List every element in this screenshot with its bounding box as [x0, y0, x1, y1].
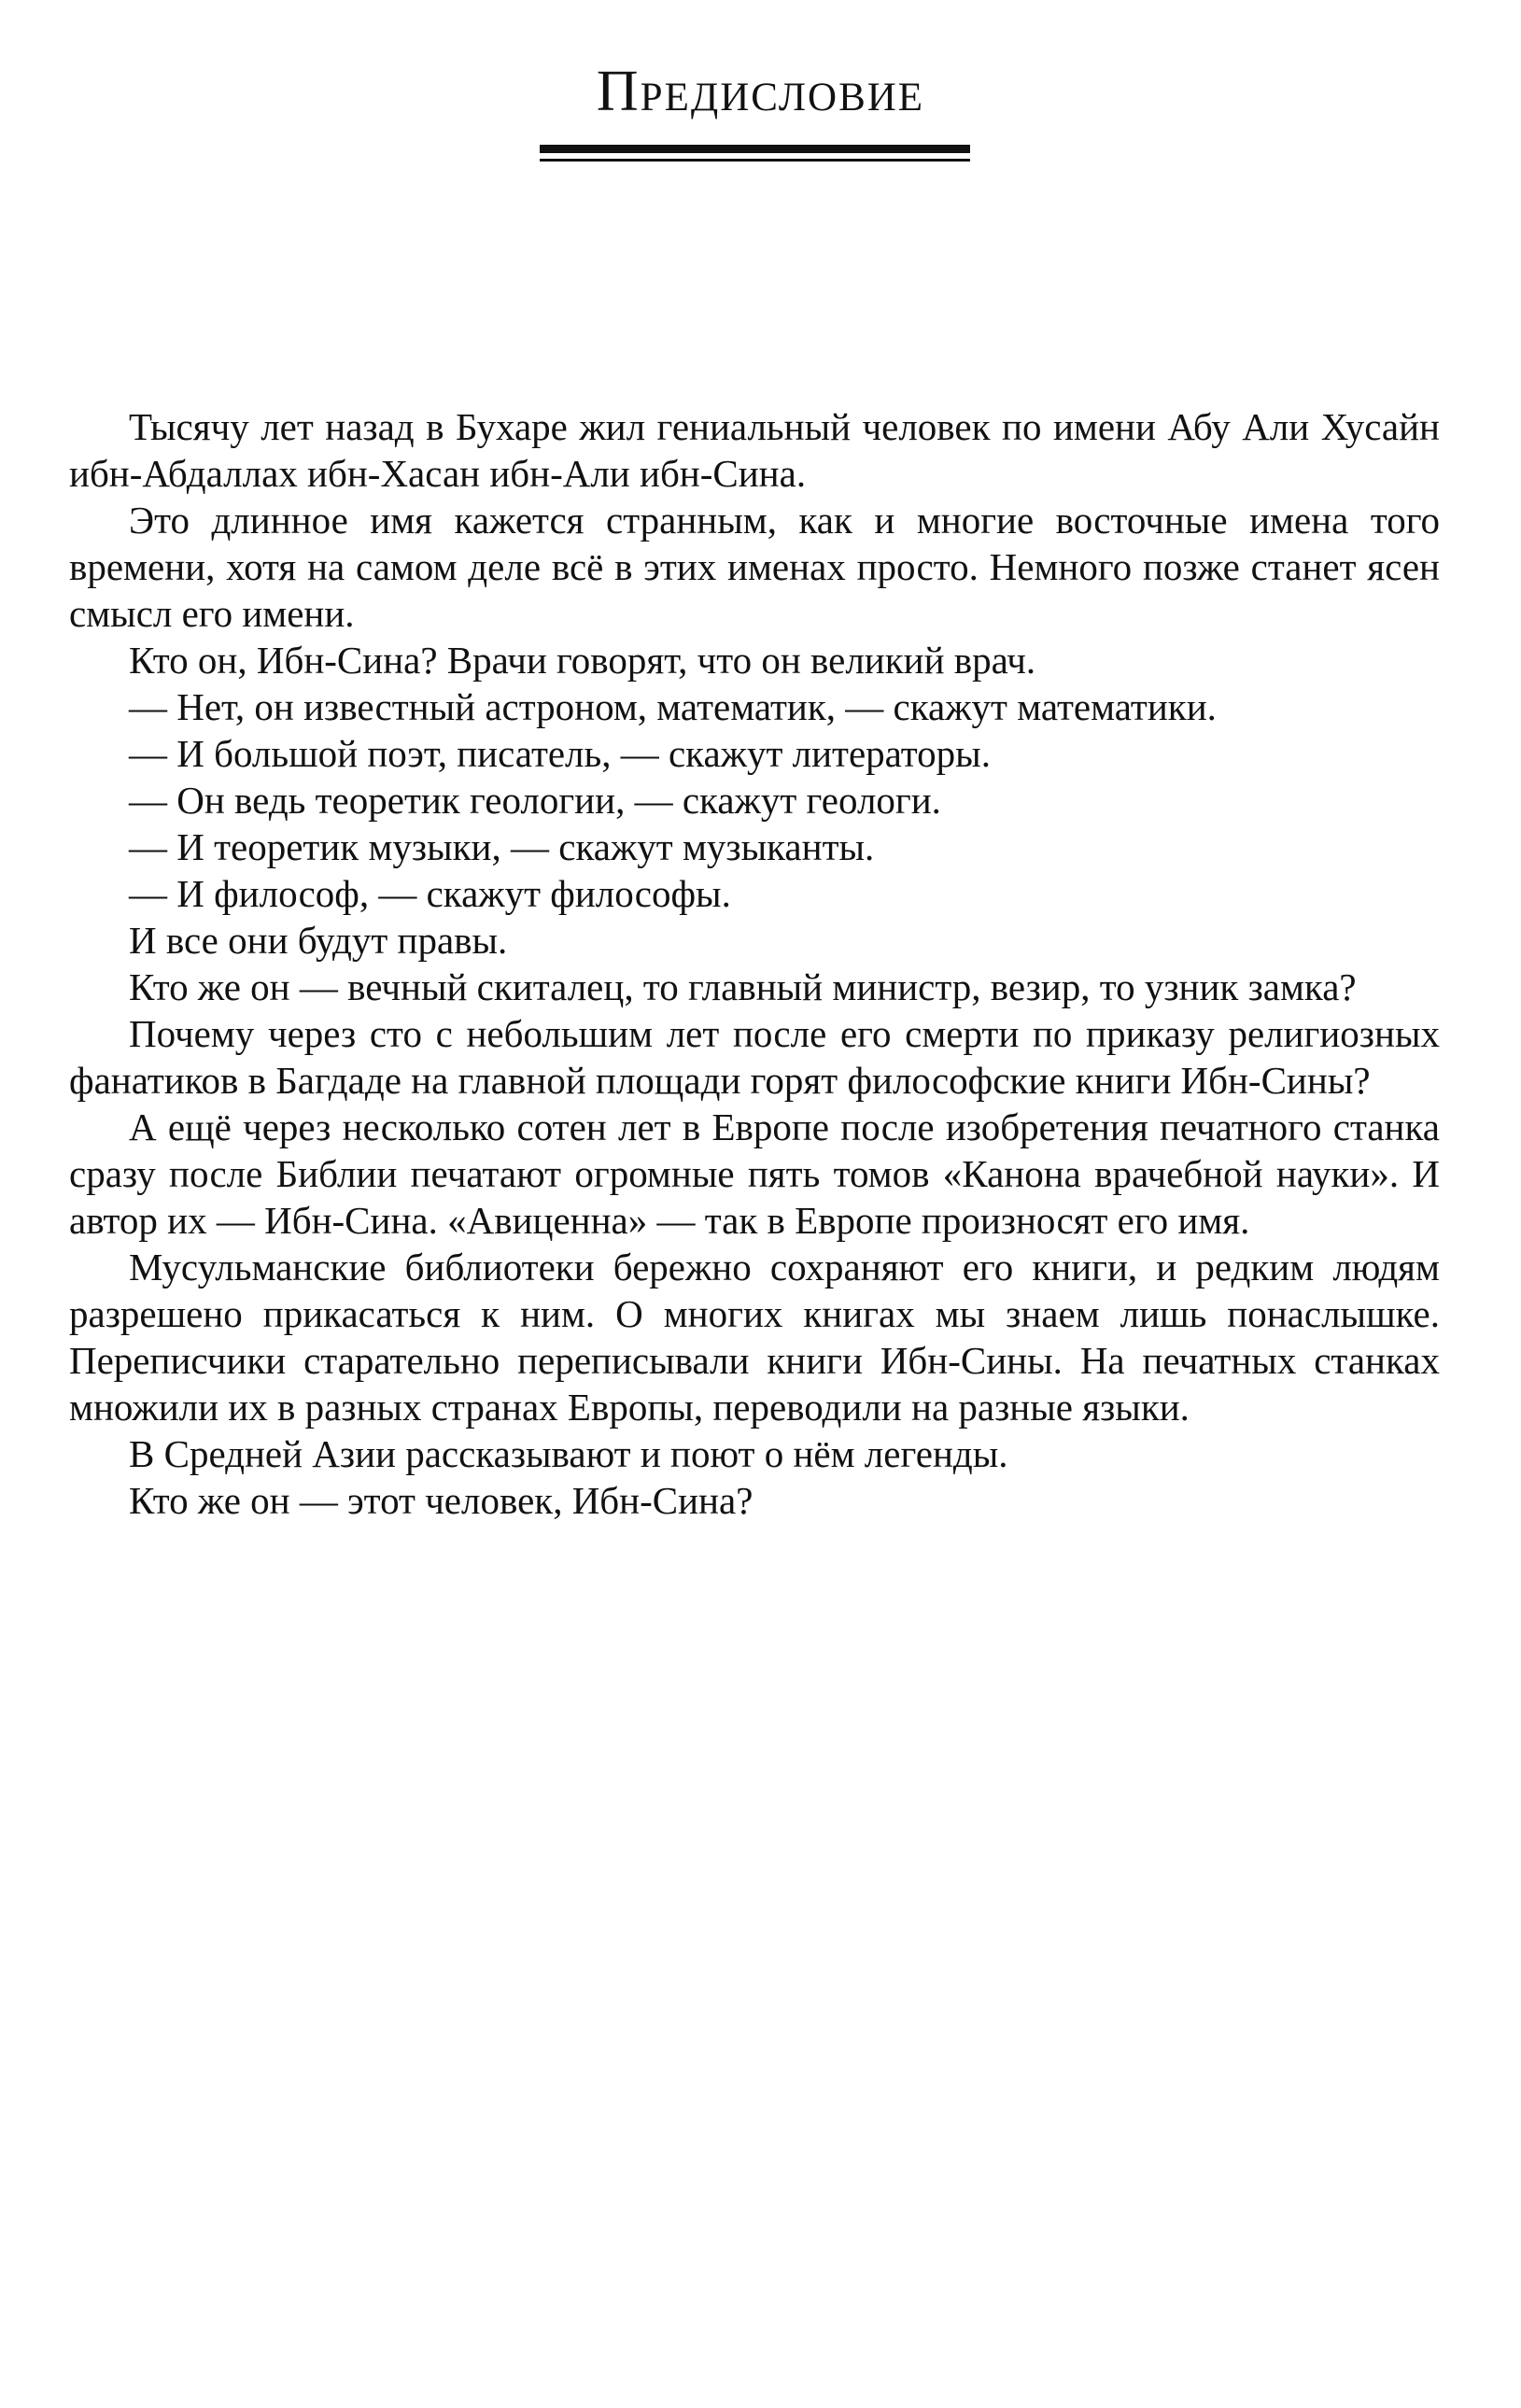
paragraph: В Средней Азии рассказывают и поют о нём легенды.: [129, 1432, 1008, 1475]
dialogue-line: — Нет, он известный астроном, математик, — скажут математики.: [129, 685, 1217, 728]
paragraph: Мусульманские библиотеки бережно сохраняют его книги, и редким людям разрешено прикасаться к ним. О многих книгах мы знаем лишь понаслышке. Переписчики старательно переписывали книги Ибн-Сины. На печатных станках множили их в разных странах Европы, переводили на разные языки.: [69, 1246, 1440, 1429]
body-text: [69, 403, 1440, 1524]
paragraph: И все они будут правы.: [129, 919, 508, 962]
paragraph: А ещё через несколько сотен лет в Европе после изобретения печатного станка сразу после Библии печатают огромные пять томов «Канона врачебной науки». И автор их — Ибн-Сина. «Авиценна» — так в Европе произносят его имя.: [69, 1105, 1440, 1242]
paragraph: Это длинное имя кажется странным, как и многие восточные имена того времени, хотя на самом деле всё в этих именах просто. Немного позже станет ясен смысл его имени.: [69, 499, 1440, 635]
paragraph: Почему через сто с небольшим лет после его смерти по приказу религиозных фанатиков в Багдаде на главной площади горят философские книги Ибн-Сины?: [69, 1012, 1440, 1102]
paragraph: Кто он, Ибн-Сина? Врачи говорят, что он великий врач.: [129, 639, 1036, 682]
paragraph: Тысячу лет назад в Бухаре жил гениальный человек по имени Абу Али Хусайн ибн-Абдаллах ибн-Хасан ибн-Али ибн-Сина.: [69, 405, 1440, 495]
dialogue-line: — И теоретик музыки, — скажут музыканты.: [129, 825, 875, 868]
dialogue-line: — И большой поэт, писатель, — скажут литераторы.: [129, 732, 991, 775]
paragraph: Кто же он — вечный скиталец, то главный министр, везир, то узник замка?: [129, 965, 1357, 1008]
dialogue-line: — И философ, — скажут философы.: [129, 872, 731, 915]
title-rule-thin: [540, 159, 970, 162]
chapter-title: Предисловие: [596, 60, 925, 123]
title-rule-thick: [540, 145, 970, 153]
paragraph: Кто же он — этот человек, Ибн-Сина?: [129, 1479, 753, 1522]
dialogue-line: — Он ведь теоретик геологии, — скажут геологи.: [129, 779, 941, 822]
